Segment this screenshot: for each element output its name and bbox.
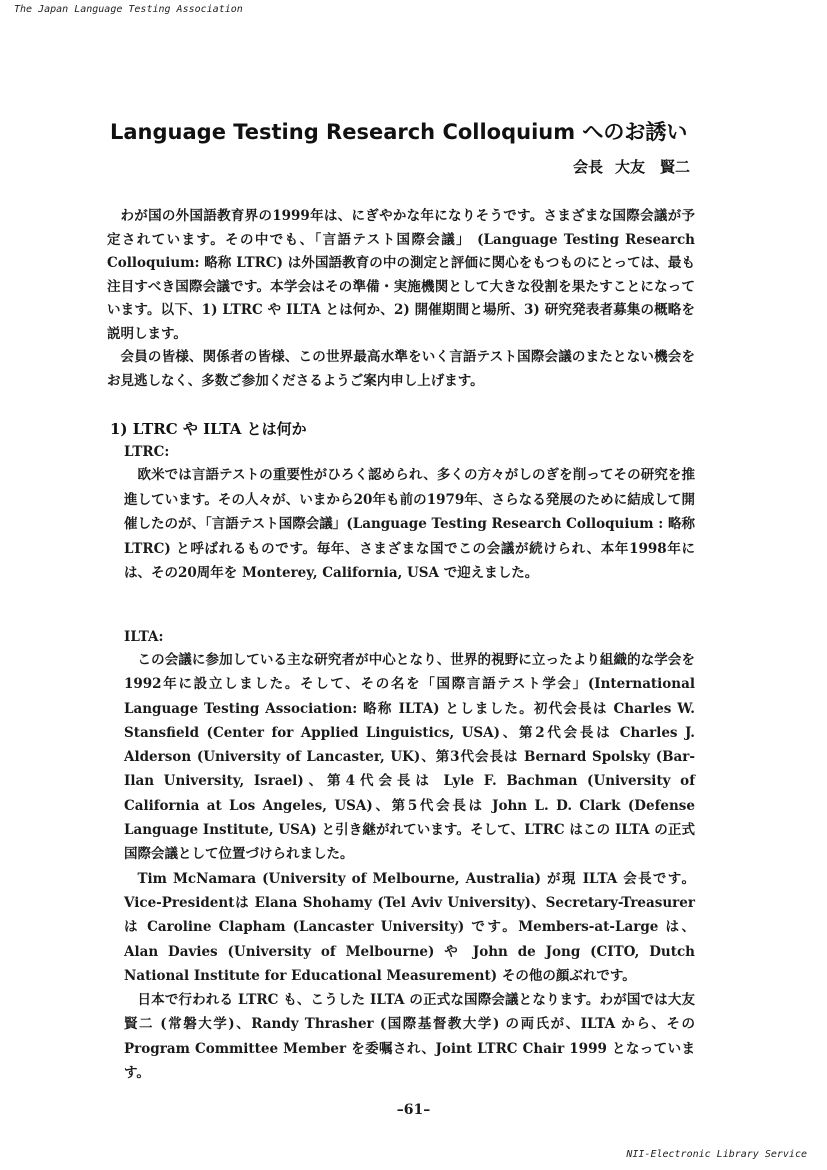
article-title: Language Testing Research Colloquium へのお誘い [110, 120, 688, 145]
library-service-footer: NII-Electronic Library Service [626, 1149, 807, 1160]
intro-paragraph: わが国の外国語教育界の1999年は、にぎやかな年になりそうです。さまざまな国際会議が予定されています。その中でも、「言語テスト国際会議」 (Language Testing Research Colloquium: 略称 LTRC) は外国語教育の中の測定と評価に関心をもつものにとっては、最も注目すべき国際会議です。本学会はその準備・実施機関として大きな役割を果たすことになっています。以下、1) LTRC や ILTA とは何か、2) 開催期間と場所、3) 研究発表者募集の概略を説明します。 [107, 208, 695, 342]
intro-paragraph: 会員の皆様、関係者の皆様、この世界最高水準をいく言語テスト国際会議のまたとない機会をお見逃しなく、多数ご参加くださるようご案内申し上げます。 [107, 349, 695, 389]
author-line [573, 156, 690, 177]
intro-section [107, 205, 695, 393]
ltrc-label: LTRC: [124, 444, 170, 460]
journal-source-header: The Japan Language Testing Association [14, 4, 243, 15]
ilta-label: ILTA: [124, 629, 164, 645]
ltrc-section [124, 441, 695, 586]
ilta-paragraph: この会議に参加している主な研究者が中心となり、世界的視野に立ったより組織的な学会を1992年に設立しました。そして、その名を「国際言語テスト学会」(International Language Testing Association: 略称 ILTA) としました。初代会長は Charles W. Stansfield (Center for Applied Linguistics, USA)、第2代会長は Charles J. Alderson (University of Lancaster, UK)、第3代会長は Bernard Spolsky (Bar-Ilan University, Israel)、第4代会長は Lyle F. Bachman (University of California at Los Angeles, USA)、第5代会長は John L. D. Clark (Defense Language Institute, USA) と引き継がれています。そして、LTRC はこの ILTA の正式国際会議として位置づけられました。 [124, 652, 695, 863]
ilta-section [124, 626, 695, 1085]
ilta-paragraph: 日本で行われる LTRC も、こうした ILTA の正式な国際会議となります。わが国では大友賢二 (常磐大学)、Randy Thrasher (国際基督教大学) の両氏が、ILTA から、その Program Committee Member を委嘱され、Joint LTRC Chair 1999 となっています。 [124, 992, 695, 1082]
section-heading: 1) LTRC や ILTA とは何か [110, 420, 307, 438]
ltrc-paragraph: 欧米では言語テストの重要性がひろく認められ、多くの方々がしのぎを削ってその研究を推進しています。その人々が、いまから20年も前の1979年、さらなる発展のために結成して開催したのが、「言語テスト国際会議」(Language Testing Research Colloquium : 略称 LTRC) と呼ばれるものです。毎年、さまざまな国でこの会議が続けられ、本年1998年には、その20周年を Monterey, California, USA で迎えました。 [124, 467, 695, 581]
author-role: 会長 [572, 158, 603, 176]
author-name: 大友 賢二 [614, 158, 690, 176]
page-number: –61– [396, 1102, 431, 1118]
ilta-paragraph: Tim McNamara (University of Melbourne, Australia) が現 ILTA 会長です。Vice-Presidentは Elana Shohamy (Tel Aviv University)、Secretary-Treasurer は Caroline Clapham (Lancaster University) です。Members-at-Large は、Alan Davies (University of Melbourne) や John de Jong (CITO, Dutch National Institute for Educational Measurement) その他の顔ぶれです。 [124, 870, 695, 984]
